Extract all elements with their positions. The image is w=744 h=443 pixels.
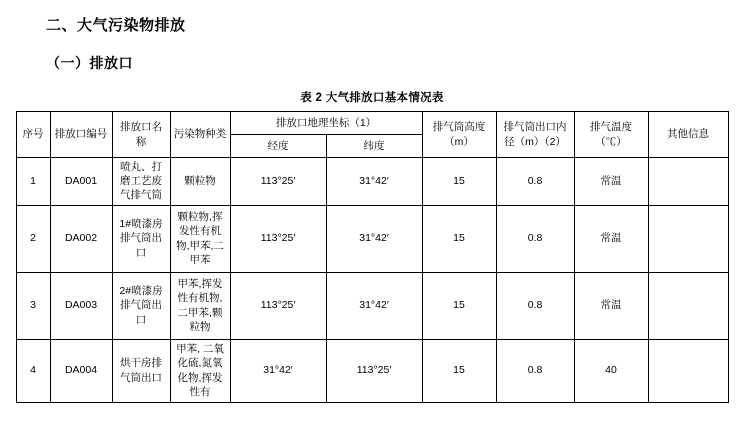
cell-latitude: 31°42′ [326,158,422,206]
table-header-row-1 [16,112,728,135]
header-longitude: 经度 [230,135,326,158]
document-page [0,14,744,443]
cell-seq: 2 [16,205,50,272]
header-seq: 序号 [16,112,50,158]
cell-seq: 4 [16,339,50,402]
subsection-heading: （一）排放口 [46,55,133,71]
table-row [16,339,728,402]
header-stack-diameter-text: 排气筒出口内 [503,121,567,134]
cell-stack-height: 15 [422,205,496,272]
cell-outlet-name: 1#喷漆房排气筒出口 [112,205,170,272]
cell-other-info [648,158,728,206]
cell-outlet-code: DA003 [50,272,112,339]
cell-stack-diameter: 0.8 [496,339,574,402]
cell-stack-diameter: 0.8 [496,205,574,272]
air-outlet-table [16,111,729,403]
table-row [16,205,728,272]
header-outlet-code: 排放口编号 [50,112,112,158]
header-pollutant-types: 污染物种类 [170,112,230,158]
header-exhaust-temp: 排气温度（℃） [574,112,648,158]
table-header [16,112,728,158]
cell-latitude: 113°25′ [326,339,422,402]
header-stack-height [422,112,496,158]
table-caption: 表 2 大气排放口基本情况表 [300,92,444,104]
cell-seq: 1 [16,158,50,206]
cell-other-info [648,272,728,339]
table-row [16,272,728,339]
header-outlet-name: 排放口名称 [112,112,170,158]
cell-outlet-name: 烘干房排气筒出口 [112,339,170,402]
cell-pollutant-types: 颗粒物,挥发性有机物,甲苯,二甲苯 [170,205,230,272]
cell-outlet-code: DA002 [50,205,112,272]
cell-outlet-name: 喷丸、打磨工艺废气排气筒 [112,158,170,206]
section-heading: 二、大气污染物排放 [46,17,186,34]
cell-exhaust-temp: 常温 [574,158,648,206]
cell-exhaust-temp: 常温 [574,205,648,272]
cell-other-info [648,205,728,272]
table-body [16,158,728,403]
cell-outlet-code: DA001 [50,158,112,206]
header-stack-height-unit: （m） [444,135,474,148]
cell-longitude: 113°25′ [230,205,326,272]
cell-exhaust-temp: 40 [574,339,648,402]
cell-latitude: 31°42′ [326,205,422,272]
cell-outlet-name: 2#喷漆房排气筒出口 [112,272,170,339]
cell-other-info [648,339,728,402]
cell-pollutant-types: 甲苯, 二氧化硫,氮氧化物,挥发性有 [170,339,230,402]
table-row [16,158,728,206]
cell-stack-height: 15 [422,272,496,339]
cell-latitude: 31°42′ [326,272,422,339]
cell-exhaust-temp: 常温 [574,272,648,339]
cell-outlet-code: DA004 [50,339,112,402]
cell-stack-diameter: 0.8 [496,158,574,206]
cell-pollutant-types: 甲苯,挥发性有机物,二甲苯,颗粒物 [170,272,230,339]
header-other-info: 其他信息 [648,112,728,158]
header-latitude: 纬度 [326,135,422,158]
header-stack-height-text: 排气筒高度 [432,121,486,134]
cell-pollutant-types: 颗粒物 [170,158,230,206]
cell-longitude: 113°25′ [230,158,326,206]
header-coordinates-group: 排放口地理坐标（1） [230,112,422,135]
header-stack-diameter [496,112,574,158]
cell-longitude: 31°42′ [230,339,326,402]
cell-longitude: 113°25′ [230,272,326,339]
cell-stack-height: 15 [422,158,496,206]
cell-stack-diameter: 0.8 [496,272,574,339]
cell-stack-height: 15 [422,339,496,402]
header-stack-diameter-unit: 径（m）（2） [504,135,566,148]
cell-seq: 3 [16,272,50,339]
